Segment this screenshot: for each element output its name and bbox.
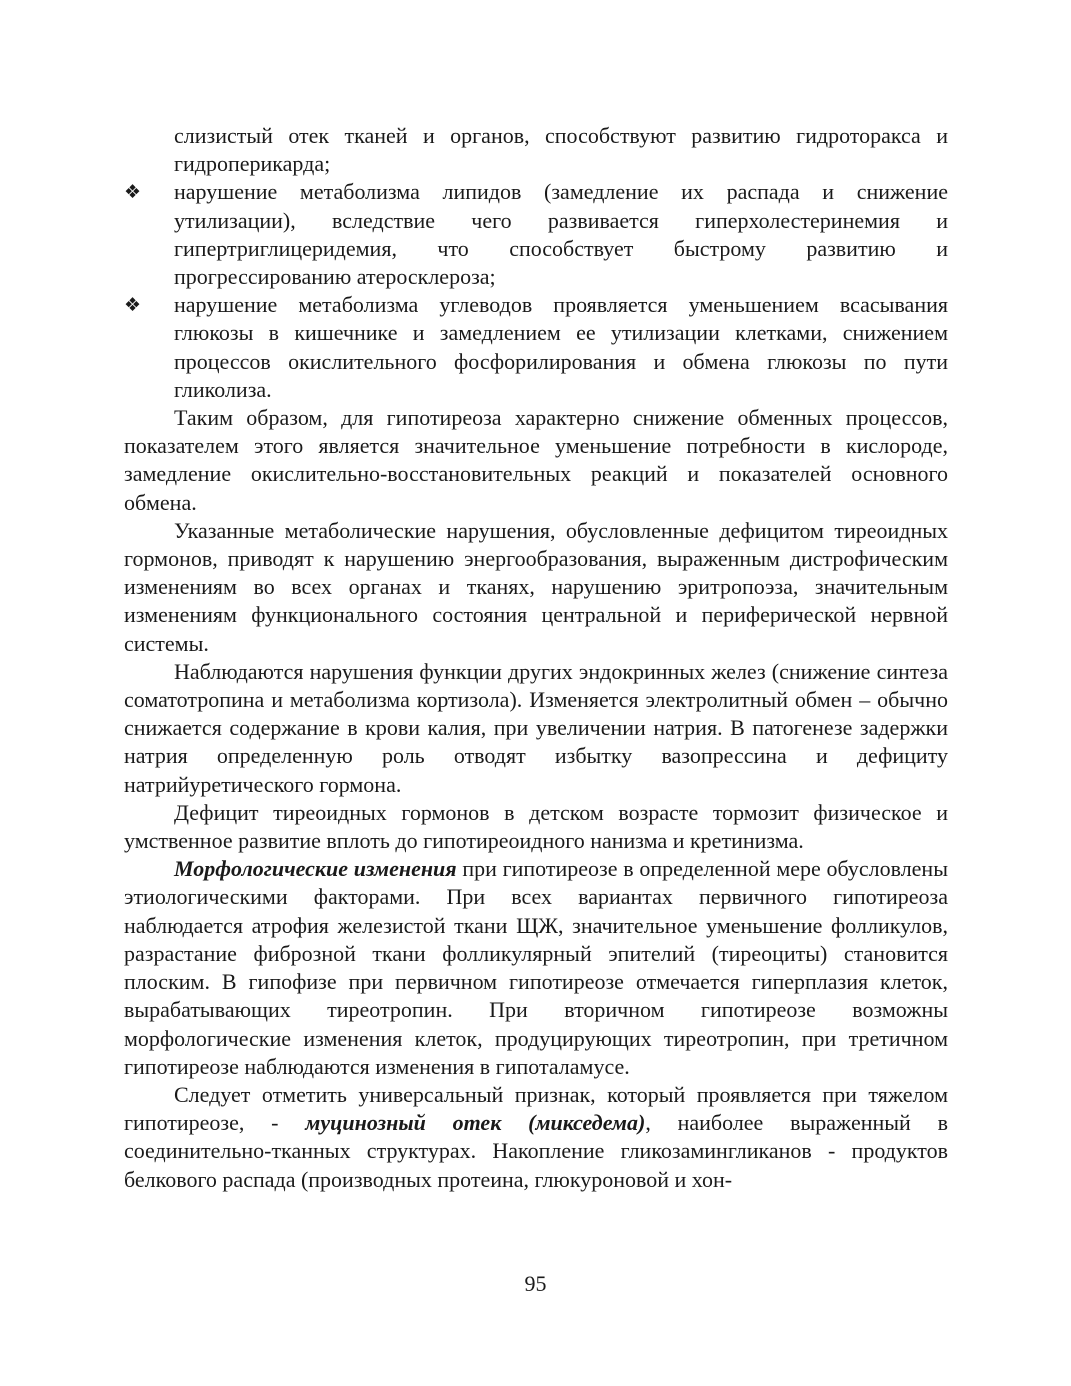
paragraph-text: , наиболее выраженный в соединительно-тканных структурах. Накопление гликозамингликанов - продуктов белкового распада (производных протеина, глюкуроновой и хон- <box>124 1110 948 1192</box>
continuation-text: слизистый отек тканей и органов, способствуют развитию гидроторакса и гидроперикарда; <box>174 123 948 177</box>
paragraph-text: Следует отметить универсальный признак, который проявляется при тяжелом гипотиреозе, - <box>124 1081 948 1136</box>
bullet-item <box>124 291 948 404</box>
paragraph: Наблюдаются нарушения функции других эндокринных желез (снижение синтеза соматотропина и метаболизма кортизола). Изменяется электролитный обмен – обычно снижается содержание в крови калия, при увеличении натрия. В патогенезе задержки натрия определенную роль отводят избытку вазопрессина и дефициту натрийуретического гормона. <box>124 658 948 797</box>
paragraph: Указанные метаболические нарушения, обусловленные дефицитом тиреоидных гормонов, приводят к нарушению энергообразования, выраженным дистрофическим изменениям во всех органах и тканях, нарушению эритропоэза, значительным изменениям функционального состояния центральной и периферической нервной системы. <box>124 517 948 656</box>
paragraph-morphology <box>124 855 948 1081</box>
emphasized-term: Морфологические изменения <box>174 856 457 882</box>
paragraph-text: при гипотиреозе в определенной мере обусловлены этиологическими факторами. При всех вариантах первичного гипотиреоза наблюдается атрофия железистой ткани ЩЖ, значительное уменьшение фолликулов, разрастание фиброзной ткани фолликулярный эпителий (тиреоциты) становится плоским. В гипофизе при первичном гипотиреозе отмечается гиперплазия клеток, вырабатывающих тиреотропин. При вторичном гипотиреозе возможны морфологические изменения клеток, продуцирующих тиреотропин, при третичном гипотиреозе наблюдаются изменения в гипоталамусе. <box>124 856 948 1079</box>
page-content <box>124 122 948 1194</box>
diamond-bullet-icon: ❖ <box>124 294 142 317</box>
bullet-item <box>124 178 948 291</box>
page-number: 95 <box>524 1271 547 1296</box>
paragraph: Таким образом, для гипотиреоза характерно снижение обменных процессов, показателем этого является значительное уменьшение потребности в кислороде, замедление окислительно-восстановительных реакций и показателей основного обмена. <box>124 405 948 515</box>
bullet-text: нарушение метаболизма углеводов проявляется уменьшением всасывания глюкозы в кишечнике и замедлением ее утилизации клетками, снижением процессов окислительного фосфорилирования и обмена глюкозы по пути гликолиза. <box>174 292 948 402</box>
paragraph: Дефицит тиреоидных гормонов в детском возрасте тормозит физическое и умственное развитие вплоть до гипотиреоидного нанизма и кретинизма. <box>124 799 948 854</box>
emphasized-term: муцинозный отек (микседема) <box>305 1110 646 1136</box>
bullet-text: нарушение метаболизма липидов (замедление их распада и снижение утилизации), вследствие чего развивается гиперхолестеринемия и гипертриглицеридемия, что способствует быстрому развитию и прогрессированию атеросклероза; <box>174 179 948 290</box>
diamond-bullet-icon: ❖ <box>124 181 142 204</box>
paragraph-myxedema <box>124 1081 948 1194</box>
